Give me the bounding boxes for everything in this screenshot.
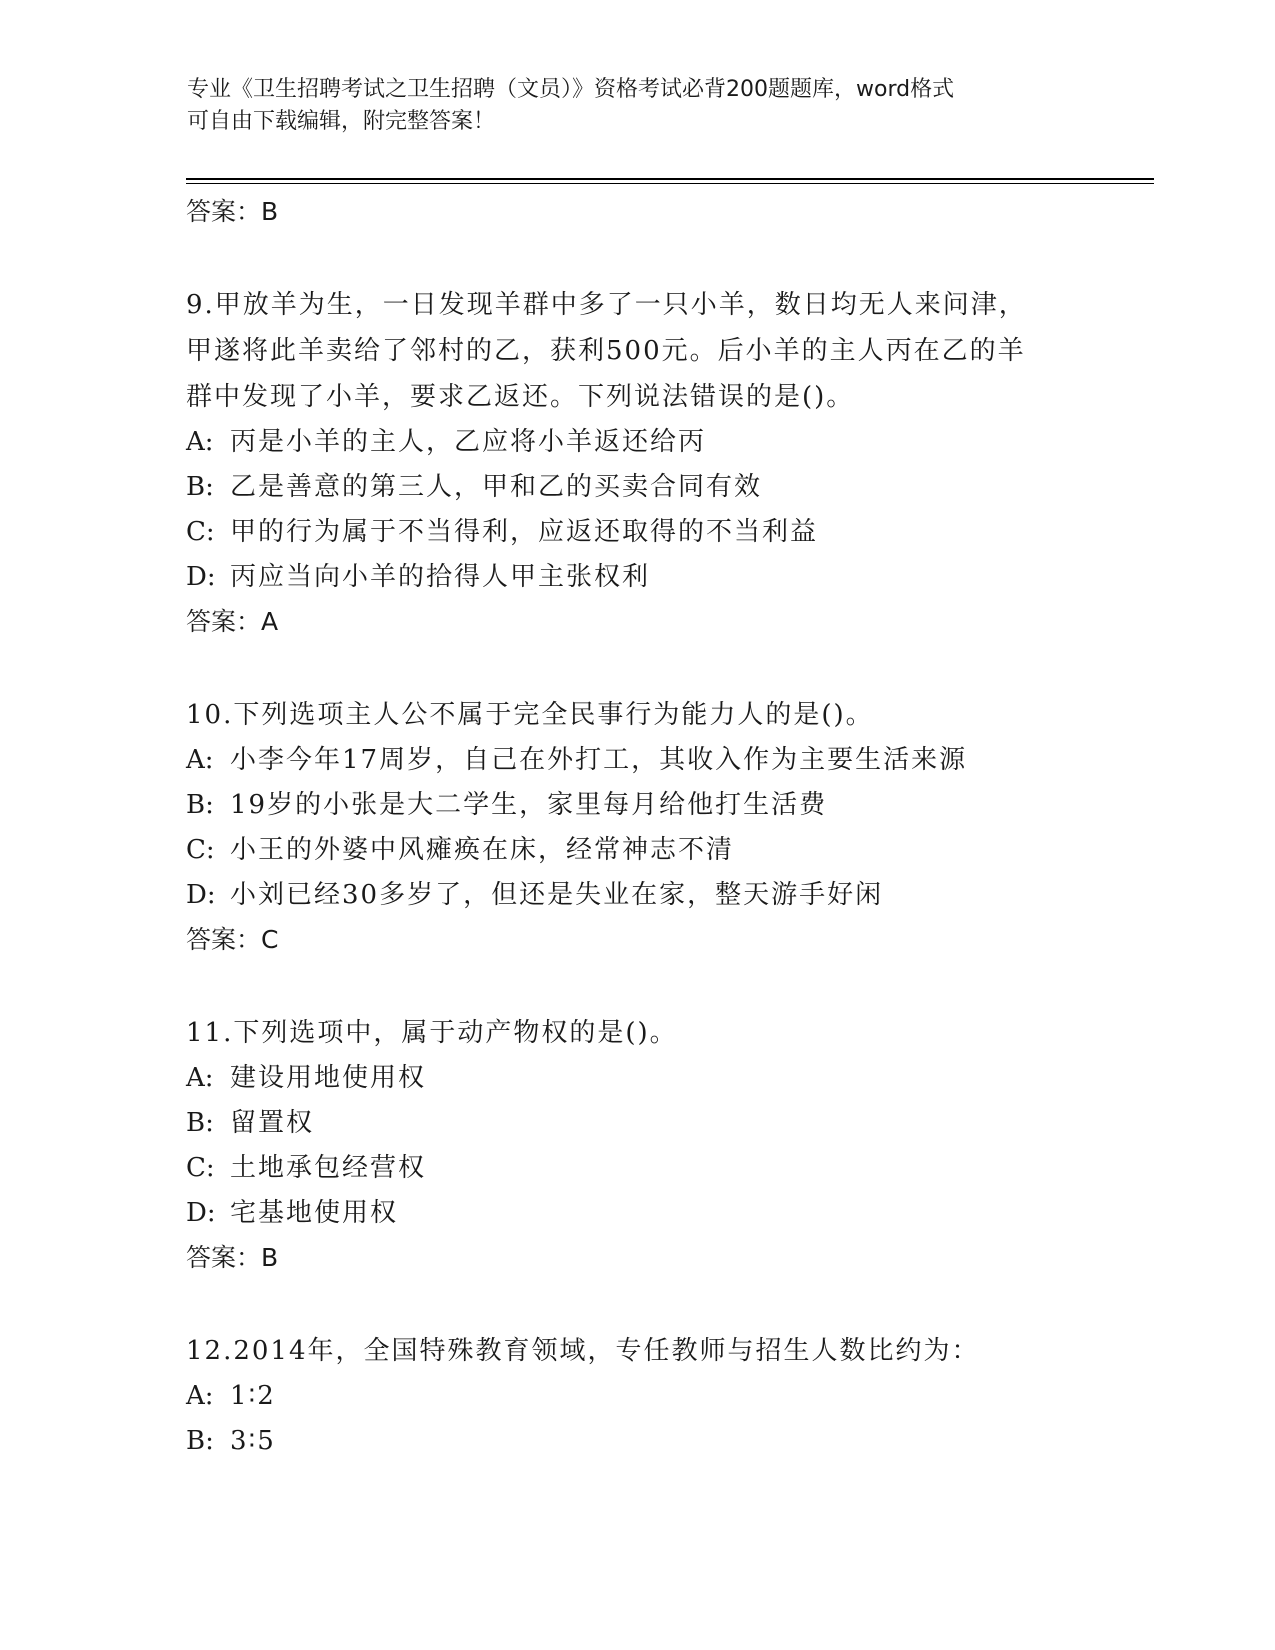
option-b — [186, 1101, 1086, 1146]
option-d — [186, 1191, 1086, 1236]
option-text: 丙是小羊的主人，乙应将小羊返还给丙 — [230, 427, 707, 457]
stem-line: 10.下列选项主人公不属于完全民事行为能力人的是()。 — [186, 700, 874, 730]
question-9 — [186, 282, 1086, 644]
option-text: 宅基地使用权 — [230, 1198, 399, 1228]
option-key: B: — [186, 1426, 214, 1456]
option-key: A: — [186, 1063, 214, 1093]
option-key: B: — [186, 790, 214, 820]
option-text: 土地承包经营权 — [230, 1153, 427, 1183]
option-key: A: — [186, 1381, 214, 1411]
option-text: 小刘已经30多岁了，但还是失业在家，整天游手好闲 — [230, 880, 884, 910]
option-a — [186, 1056, 1086, 1101]
stem-line: 甲遂将此羊卖给了邻村的乙，获利500元。后小羊的主人丙在乙的羊 — [186, 336, 1026, 366]
option-d — [186, 873, 1086, 918]
option-d — [186, 555, 1086, 600]
option-text: 小王的外婆中风瘫痪在床，经常神志不清 — [230, 835, 735, 865]
question-stem — [186, 282, 1086, 420]
question-12 — [186, 1328, 1086, 1464]
option-key: A: — [186, 745, 214, 775]
question-stem — [186, 1010, 1086, 1056]
option-text: 乙是善意的第三人，甲和乙的买卖合同有效 — [230, 472, 763, 502]
answer-line: 答案：B — [186, 1243, 279, 1272]
question-11 — [186, 1010, 1086, 1280]
stem-line: 12.2014年，全国特殊教育领域，专任教师与招生人数比约为： — [186, 1336, 980, 1366]
question-stem — [186, 692, 1086, 738]
answer-line: 答案：C — [186, 925, 279, 954]
option-b — [186, 1419, 1086, 1464]
stem-line: 9.甲放羊为生，一日发现羊群中多了一只小羊，数日均无人来问津， — [186, 290, 1027, 320]
option-b — [186, 783, 1086, 828]
option-c — [186, 828, 1086, 873]
option-a — [186, 1374, 1086, 1419]
stem-line: 11.下列选项中，属于动产物权的是()。 — [186, 1018, 678, 1048]
header-rule-thick — [186, 178, 1154, 180]
option-key: C: — [186, 517, 215, 547]
option-text: 3∶5 — [230, 1426, 276, 1456]
option-text: 留置权 — [230, 1108, 315, 1138]
answer-line: 答案：B — [186, 197, 279, 226]
option-key: D: — [186, 562, 216, 592]
option-text: 小李今年17周岁，自己在外打工，其收入作为主要生活来源 — [230, 745, 968, 775]
option-text: 丙应当向小羊的拾得人甲主张权利 — [230, 562, 651, 592]
option-c — [186, 1146, 1086, 1191]
option-text: 甲的行为属于不当得利，应返还取得的不当利益 — [230, 517, 819, 547]
option-key: D: — [186, 1198, 216, 1228]
header-line-2: 可自由下载编辑，附完整答案！ — [187, 109, 496, 134]
header-rule-thin — [186, 183, 1154, 184]
option-key: C: — [186, 835, 215, 865]
document-header — [187, 74, 1067, 138]
option-key: D: — [186, 880, 216, 910]
option-a — [186, 420, 1086, 465]
option-key: B: — [186, 1108, 214, 1138]
option-c — [186, 510, 1086, 555]
option-b — [186, 465, 1086, 510]
question-stem — [186, 1328, 1086, 1374]
question-10 — [186, 692, 1086, 962]
header-line-1: 专业《卫生招聘考试之卫生招聘（文员）》资格考试必背200题题库，word格式 — [187, 77, 955, 102]
option-key: A: — [186, 427, 214, 457]
option-text: 1∶2 — [230, 1381, 276, 1411]
stem-line: 群中发现了小羊，要求乙返还。下列说法错误的是()。 — [186, 382, 855, 412]
question-list — [186, 190, 1086, 1464]
option-a — [186, 738, 1086, 783]
option-key: B: — [186, 472, 214, 502]
option-text: 建设用地使用权 — [230, 1063, 427, 1093]
answer-line: 答案：A — [186, 607, 279, 636]
option-text: 19岁的小张是大二学生，家里每月给他打生活费 — [230, 790, 828, 820]
option-key: C: — [186, 1153, 215, 1183]
